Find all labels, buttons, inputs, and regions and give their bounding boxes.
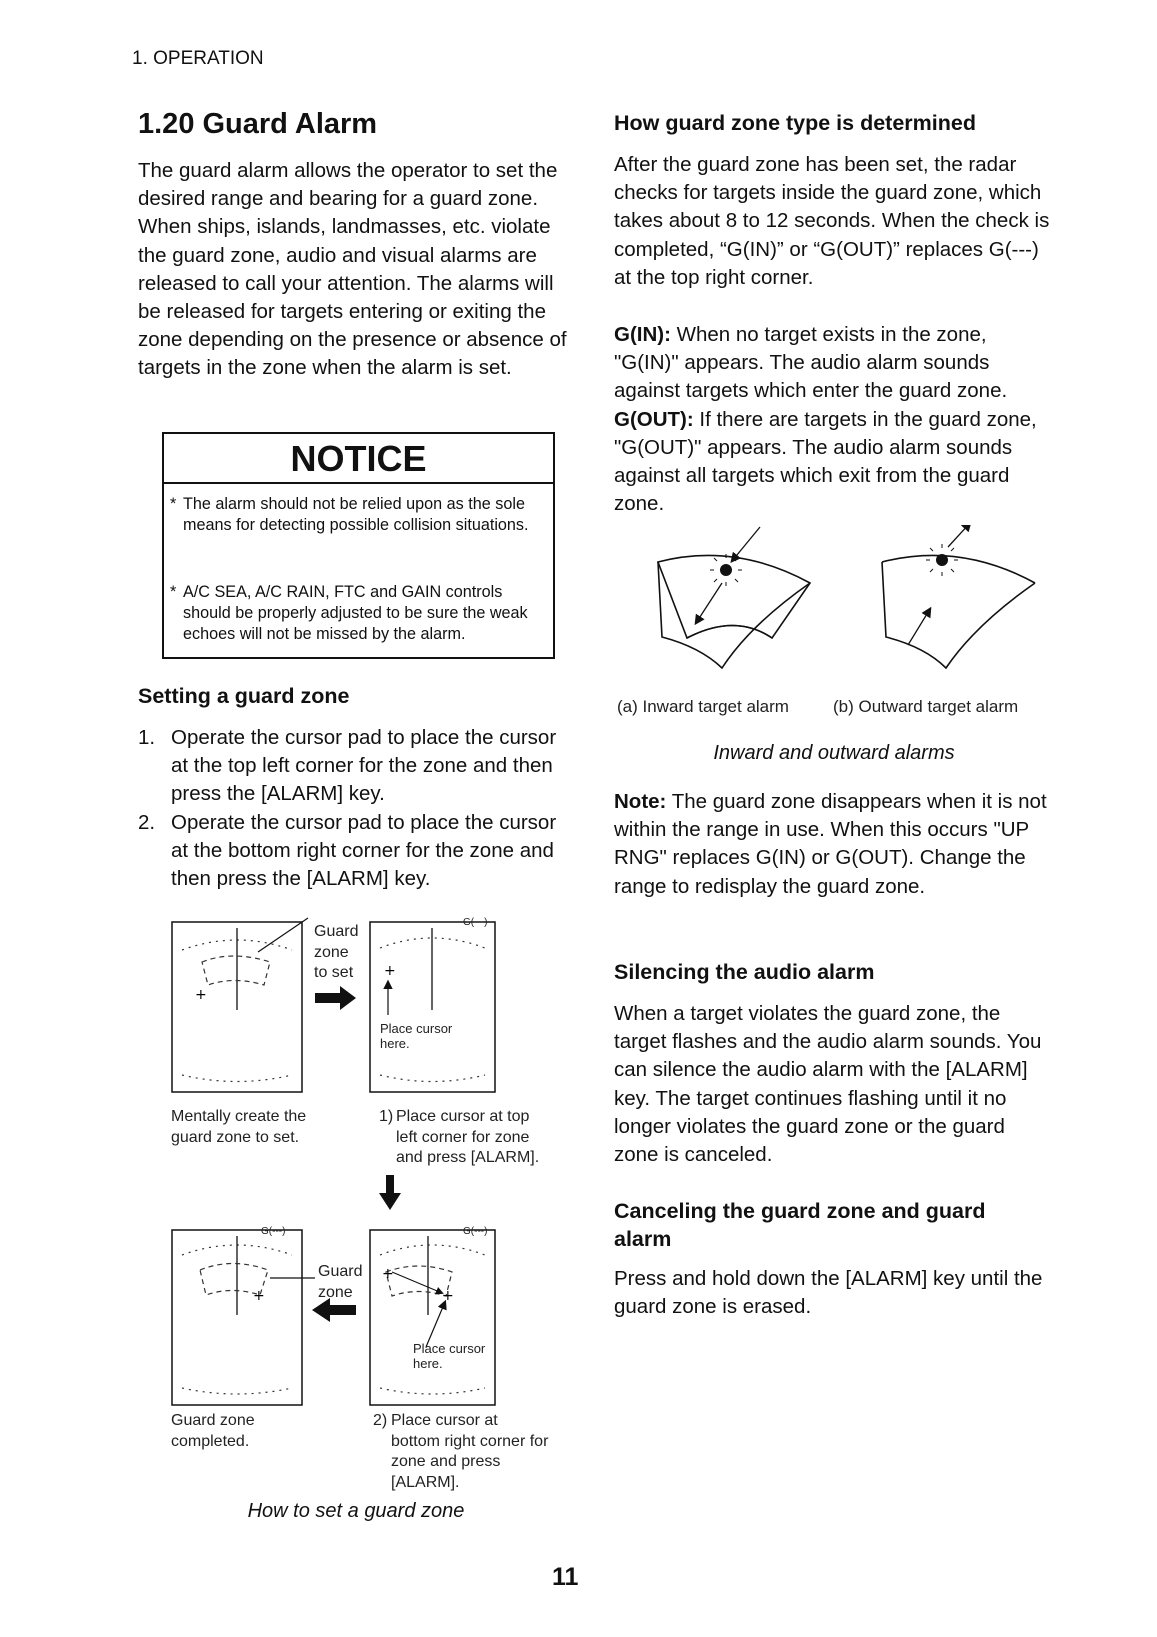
outward-alarm-zone bbox=[882, 525, 1035, 668]
caption-mentally-create: Mentally create the guard zone to set. bbox=[171, 1108, 307, 1146]
notice-bullet: * bbox=[170, 495, 177, 513]
screen-tag: G(---) bbox=[261, 1226, 286, 1237]
notice-title: NOTICE bbox=[164, 434, 553, 484]
running-header: 1. OPERATION bbox=[132, 48, 264, 69]
svg-text:+: + bbox=[195, 987, 207, 1003]
svg-text:+: + bbox=[442, 1288, 454, 1304]
label-guard-zone-to-set: Guard zone to set bbox=[314, 923, 359, 981]
svg-text:+: + bbox=[382, 1266, 394, 1282]
gin-label: G(IN): bbox=[614, 323, 671, 346]
gout-label: G(OUT): bbox=[614, 407, 694, 431]
label-inward-target-alarm: (a) Inward target alarm bbox=[617, 697, 789, 716]
setting-steps bbox=[138, 724, 558, 893]
step-number: 2. bbox=[138, 810, 156, 834]
arrow-down bbox=[379, 1175, 401, 1210]
inward-outward-alarm-diagram bbox=[640, 525, 1070, 690]
canceling-heading: Canceling the guard zone and guard alarm bbox=[614, 1199, 986, 1251]
notice-box bbox=[162, 432, 555, 659]
arrow-right bbox=[315, 986, 356, 1010]
label-place-cursor-here: Place cursor here. bbox=[380, 1021, 453, 1051]
step-number: 1. bbox=[138, 726, 156, 749]
list-item bbox=[138, 809, 558, 894]
section-title: 1.20 Guard Alarm bbox=[138, 108, 378, 140]
notice-item-text: The alarm should not be relied upon as the sole means for detecting possible collision situations. bbox=[183, 495, 529, 534]
svg-text:+: + bbox=[253, 1288, 265, 1304]
notice-item bbox=[170, 582, 545, 645]
label-outward-target-alarm: (b) Outward target alarm bbox=[833, 697, 1019, 716]
figure-caption-alarms: Inward and outward alarms bbox=[713, 742, 955, 764]
step-text: Operate the cursor pad to place the cursor at the bottom right corner for the zone and then press the [ALARM] key. bbox=[171, 810, 557, 891]
figure-caption-setup: How to set a guard zone bbox=[247, 1500, 465, 1522]
gin-text: When no target exists in the zone, "G(IN)" appears. The audio alarm sounds against targets which enter the guard zone. bbox=[614, 323, 1008, 403]
intro-paragraph: The guard alarm allows the operator to set the desired range and bearing for a guard zone. When ships, islands, landmasses, etc. violate the guard zone, audio and visual alarms are released to call your attention. The alarms will be released for targets entering or exiting the zone depending on the presence or absence of targets in the zone when the alarm is set. bbox=[138, 159, 567, 380]
label-guard-zone: Guard zone bbox=[318, 1263, 363, 1301]
radar-screen-1 bbox=[172, 918, 308, 1092]
gout-text: If there are targets in the guard zone, "G(OUT)" appears. The audio alarm sounds against all targets which exit from the guard zone. bbox=[614, 407, 1037, 516]
label-place-cursor-here: Place cursor here. bbox=[413, 1341, 486, 1371]
canceling-paragraph: Press and hold down the [ALARM] key until the guard zone is erased. bbox=[614, 1267, 1043, 1319]
radar-screen-4 bbox=[370, 1230, 495, 1405]
step-number: 2) bbox=[373, 1412, 388, 1429]
svg-text:+: + bbox=[384, 963, 396, 979]
screen-tag: G(---) bbox=[463, 1226, 488, 1237]
notice-item-text: A/C SEA, A/C RAIN, FTC and GAIN controls should be properly adjusted to be sure the weak echoes will not be missed by the alarm. bbox=[183, 583, 528, 643]
page-number: 11 bbox=[552, 1563, 579, 1591]
note-paragraph bbox=[614, 788, 1054, 901]
notice-bullet: * bbox=[170, 583, 177, 601]
list-item bbox=[138, 724, 558, 809]
step1-instruction: Place cursor at top left corner for zone and press [ALARM]. bbox=[396, 1108, 540, 1166]
step-text: Operate the cursor pad to place the cursor at the top left corner for the zone and then press the [ALARM] key. bbox=[171, 726, 557, 806]
silencing-paragraph: When a target violates the guard zone, the target flashes and the audio alarm sounds. You can silence the audio alarm with the [ALARM] key. The target continues flashing until it no longer violates the guard zone or the guard zone is canceled. bbox=[614, 1002, 1042, 1167]
determine-heading: How guard zone type is determined bbox=[614, 111, 976, 135]
note-text: The guard zone disappears when it is not within the range in use. When this occurs "UP RNG" replaces G(IN) or G(OUT). Change the range to redisplay the guard zone. bbox=[614, 790, 1047, 898]
inward-alarm-zone bbox=[658, 527, 810, 675]
gin-gout-paragraph bbox=[614, 321, 1054, 518]
radar-screen-3 bbox=[172, 1230, 315, 1405]
note-label: Note: bbox=[614, 790, 667, 813]
radar-screen-2 bbox=[370, 922, 495, 1092]
silencing-heading: Silencing the audio alarm bbox=[614, 960, 875, 984]
step2-instruction: Place cursor at bottom right corner for zone and press [ALARM]. bbox=[391, 1412, 549, 1491]
notice-item bbox=[170, 494, 545, 536]
screen-tag: G(---) bbox=[463, 917, 488, 928]
determine-paragraph: After the guard zone has been set, the radar checks for targets inside the guard zone, which takes about 8 to 12 seconds. When the check is completed, “G(IN)” or “G(OUT)” replaces G(---) at the top right corner. bbox=[614, 153, 1050, 289]
setting-heading: Setting a guard zone bbox=[138, 684, 350, 708]
step-number: 1) bbox=[379, 1108, 394, 1125]
caption-guard-zone-completed: Guard zone completed. bbox=[171, 1412, 255, 1450]
